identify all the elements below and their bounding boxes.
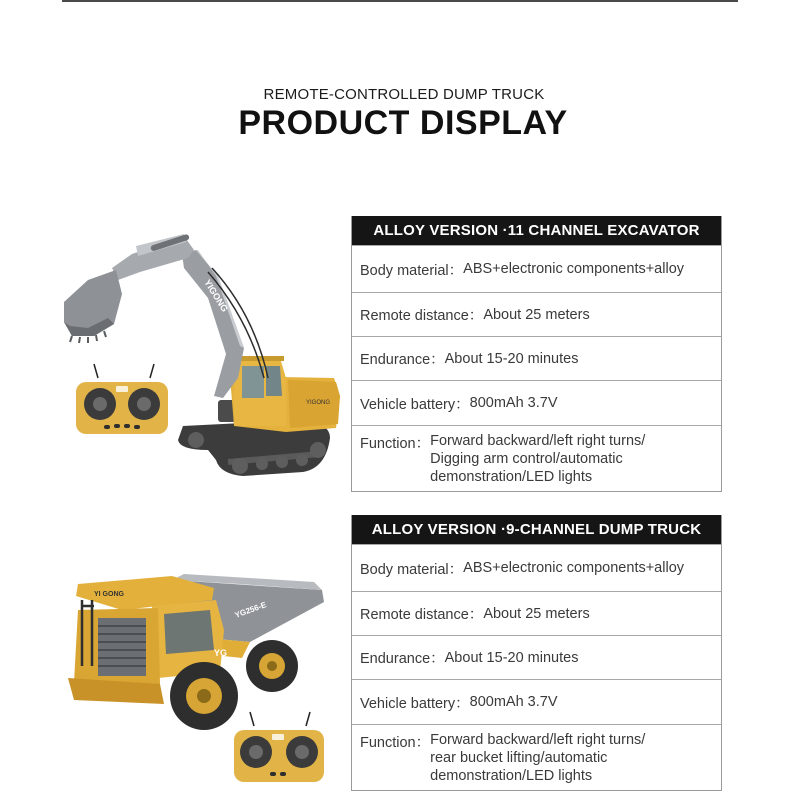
spec-label: Endurance：: [360, 352, 445, 368]
spec-label: Function：: [360, 735, 431, 751]
spec-label: Remote distance：: [360, 607, 484, 623]
dump-truck-image: [64, 566, 332, 788]
spec-label: Endurance：: [360, 651, 445, 667]
page-subtitle: REMOTE-CONTROLLED DUMP TRUCK: [263, 86, 545, 103]
spec-value: About 15-20 minutes: [444, 649, 579, 666]
function-lines: [430, 432, 645, 486]
spec-row-endurance: [352, 635, 721, 679]
function-lines: [430, 731, 645, 785]
spec-row-vehicle-battery: [352, 380, 721, 425]
function-line: demonstration/LED lights: [430, 469, 593, 485]
excavator-spec-header: ALLOY VERSION ·11 CHANNEL EXCAVATOR: [352, 216, 721, 245]
top-divider: [62, 0, 738, 2]
spec-row-body-material: [352, 245, 721, 292]
spec-row-endurance: [352, 336, 721, 380]
spec-label: Remote distance：: [360, 308, 484, 324]
dump-truck-spec-header: ALLOY VERSION ·9-CHANNEL DUMP TRUCK: [352, 515, 721, 544]
spec-value: 800mAh 3.7V: [469, 694, 558, 710]
spec-value: 800mAh 3.7V: [469, 395, 558, 411]
spec-row-vehicle-battery: [352, 679, 721, 724]
page-title: PRODUCT DISPLAY: [238, 104, 568, 142]
function-line: Forward backward/left right turns/: [430, 433, 646, 449]
spec-row-remote-distance: [352, 591, 721, 635]
spec-label: Body material：: [360, 561, 464, 578]
spec-row-function: [352, 425, 721, 491]
spec-row-body-material: [352, 544, 721, 591]
function-line: demonstration/LED lights: [430, 768, 593, 784]
spec-label: Function：: [360, 436, 431, 452]
dump-truck-roof-decal: YI GONG: [94, 591, 124, 598]
function-line: rear bucket lifting/automatic: [430, 750, 608, 766]
spec-value: ABS+electronic components+alloy: [463, 261, 685, 277]
dump-truck-bed-decal: YG256-E: [233, 600, 268, 620]
excavator-cab-decal: YIGONG: [306, 400, 331, 406]
spec-value: About 15-20 minutes: [444, 350, 579, 367]
spec-label: Vehicle battery：: [360, 396, 470, 413]
function-line: Forward backward/left right turns/: [430, 732, 646, 748]
spec-label: Body material：: [360, 262, 464, 279]
spec-label: Vehicle battery：: [360, 695, 470, 712]
dump-truck-spec-table: [351, 515, 722, 791]
spec-row-remote-distance: [352, 292, 721, 336]
spec-row-function: [352, 724, 721, 790]
spec-value: ABS+electronic components+alloy: [463, 560, 685, 576]
spec-value: About 25 meters: [483, 306, 590, 323]
function-line: Digging arm control/automatic: [430, 451, 623, 467]
excavator-spec-table: [351, 216, 722, 492]
spec-value: About 25 meters: [483, 605, 590, 622]
excavator-boom-decal: YIGONG: [202, 277, 230, 314]
excavator-image: [58, 228, 343, 478]
dump-truck-door-decal: YG: [214, 648, 228, 658]
